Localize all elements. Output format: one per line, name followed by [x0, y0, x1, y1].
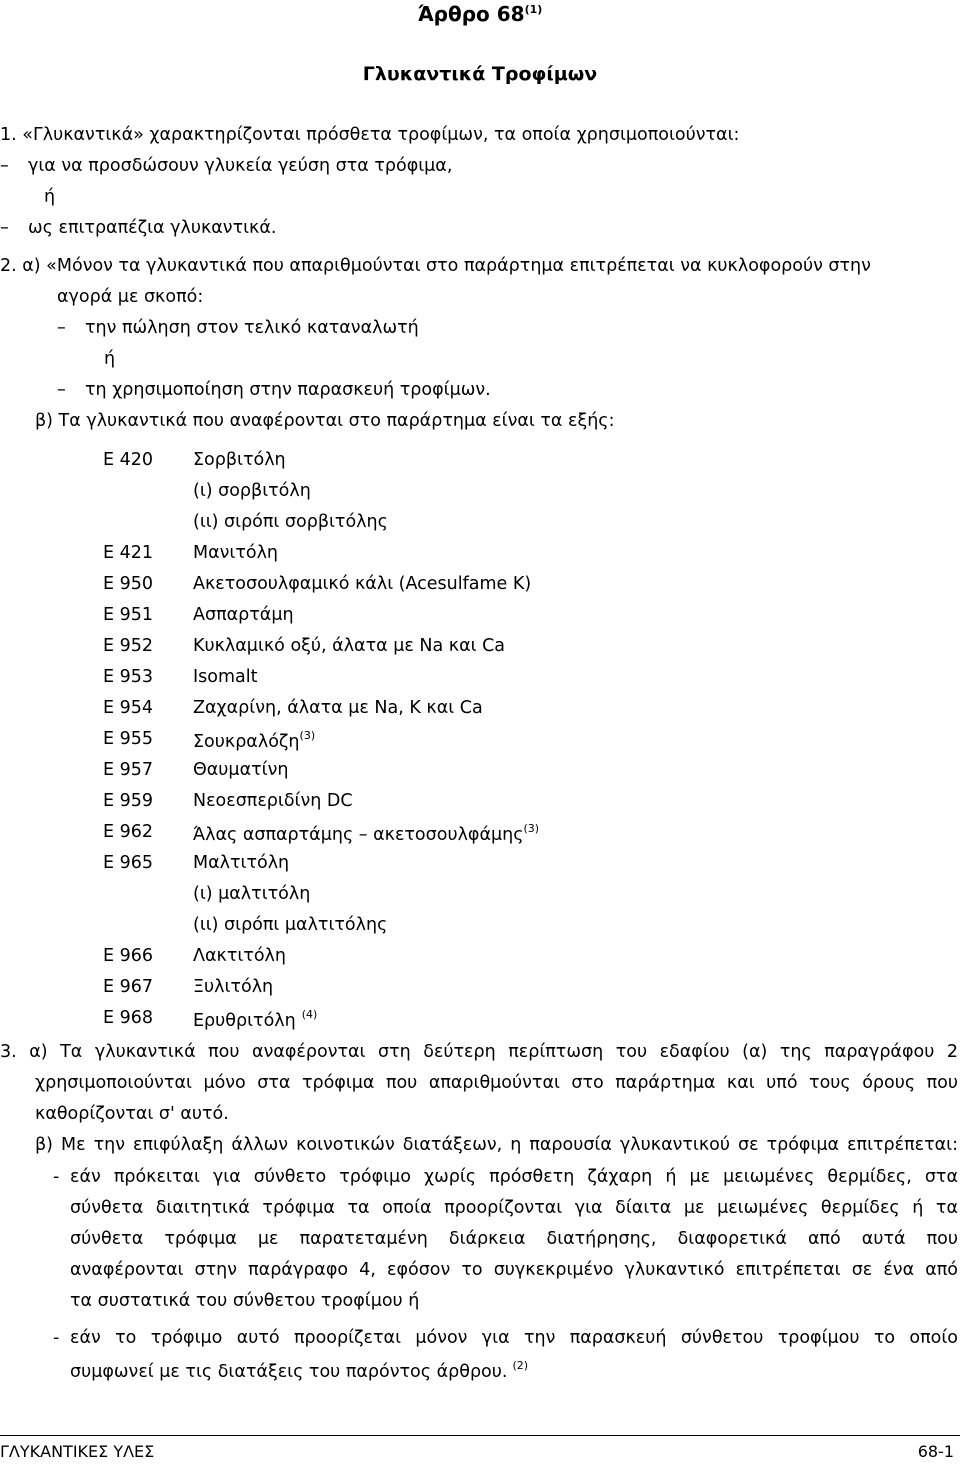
- dash-marker: –: [0, 156, 9, 176]
- sweetener-code: Ε 965: [103, 853, 154, 873]
- sweetener-name: Σορβιτόλη: [193, 450, 286, 470]
- sweetener-row-e951: [0, 605, 960, 631]
- sweetener-name: Ξυλιτόλη: [193, 977, 274, 997]
- sweetener-name: [193, 729, 315, 752]
- para3-b1-line-3: σύνθετα τρόφιμα με παρατεταμένη διάρκεια διατήρησης, διαφορετικά από αυτά που: [70, 1229, 958, 1249]
- sweetener-name: Ζαχαρίνη, άλατα με Na, K και Ca: [193, 698, 483, 718]
- para1-bullet-2-text: ως επιτραπέζια γλυκαντικά.: [28, 218, 277, 238]
- sweetener-row-e954: [0, 698, 960, 724]
- sweetener-name: Νεοεσπεριδίνη DC: [193, 791, 353, 811]
- sweetener-code: Ε 952: [103, 636, 154, 656]
- article-title-footnote: (1): [524, 3, 543, 16]
- footnote-ref: (3): [523, 822, 540, 835]
- sweetener-row-e968: [0, 1008, 960, 1034]
- footer-left: ΓΛΥΚΑΝΤΙΚΕΣ ΥΛΕΣ: [0, 1442, 155, 1461]
- sweetener-code: Ε 951: [103, 605, 154, 625]
- dash-marker: –: [57, 318, 66, 338]
- para2-a-line-1: 2. α) «Μόνον τα γλυκαντικά που απαριθμούνται στο παράρτημα επιτρέπεται να κυκλοφορούν στην: [0, 256, 871, 276]
- sweetener-row-e421: [0, 543, 960, 569]
- para1-or: ή: [44, 187, 56, 207]
- sweetener-name: Μανιτόλη: [193, 543, 279, 563]
- sweetener-row-e952: [0, 636, 960, 662]
- para1-bullet-1-text: για να προσδώσουν γλυκεία γεύση στα τρόφιμα,: [28, 156, 453, 176]
- sweetener-code: Ε 968: [103, 1008, 154, 1028]
- para3-b1-line-5: τα συστατικά του σύνθετου τροφίμου ή: [70, 1291, 420, 1311]
- para3-b2-line-1: εάν το τρόφιμο αυτό προορίζεται μόνον για την παρασκευή σύνθετου τροφίμου το οποίο: [70, 1328, 958, 1348]
- sweetener-row-e962: [0, 822, 960, 848]
- para3-a-line-1: 3. α) Τα γλυκαντικά που αναφέρονται στη δεύτερη περίπτωση του εδαφίου (α) της παραγράφου 2: [0, 1042, 958, 1062]
- sweetener-row-e967: [0, 977, 960, 1003]
- para3-a-line-2: χρησιμοποιούνται μόνο στα τρόφιμα που απαριθμούνται στο παράρτημα και υπό τους όρους που: [35, 1073, 958, 1093]
- para1-bullet-2: [0, 218, 276, 238]
- para3-b2-line-2-text: συμφωνεί με τις διατάξεις του παρόντος άρθρου.: [70, 1362, 508, 1382]
- para2-bullet-2: [57, 380, 491, 400]
- para2-b-intro: β) Τα γλυκαντικά που αναφέρονται στο παράρτημα είναι τα εξής:: [35, 411, 615, 431]
- dash-marker: –: [57, 380, 66, 400]
- footnote-ref: (4): [301, 1008, 318, 1021]
- footnote-ref: (3): [299, 729, 316, 742]
- sweetener-code: Ε 420: [103, 450, 154, 470]
- article-subtitle: Γλυκαντικά Τροφίμων: [362, 63, 598, 85]
- sweetener-name: Ασπαρτάμη: [193, 605, 294, 625]
- sweetener-row-e420: [0, 450, 960, 476]
- footer-page-number: 68-1: [917, 1442, 954, 1461]
- para2-bullet-1: [57, 318, 419, 338]
- sweetener-name-text: Άλας ασπαρτάμης – ακετοσουλφάμης: [193, 825, 524, 845]
- sweetener-name: Λακτιτόλη: [193, 946, 286, 966]
- footnote-ref: (2): [512, 1359, 529, 1372]
- sweetener-subitem: (ι) σορβιτόλη: [193, 481, 311, 501]
- para3-b2-line-2: [70, 1359, 528, 1382]
- para2-bullet-1-text: την πώληση στον τελικό καταναλωτή: [85, 318, 419, 338]
- sweetener-code: Ε 954: [103, 698, 154, 718]
- para2-a-line-2: αγορά με σκοπό:: [57, 287, 204, 307]
- sweetener-name: Θαυματίνη: [193, 760, 289, 780]
- sweetener-code: Ε 967: [103, 977, 154, 997]
- para3-b1-line-2: σύνθετα διαιτητικά τρόφιμα τα οποία προορίζονται για δίαιτα με μειωμένες θερμίδες ή τα: [70, 1198, 958, 1218]
- para3-b2-dash: -: [53, 1328, 60, 1348]
- sweetener-name: Isomalt: [193, 667, 258, 687]
- para3-b-intro: β) Με την επιφύλαξη άλλων κοινοτικών διατάξεων, η παρουσία γλυκαντικού σε τρόφιμα επιτρέπεται:: [35, 1135, 958, 1155]
- sweetener-code: Ε 953: [103, 667, 154, 687]
- para3-a-line-3: καθορίζονται σ' αυτό.: [35, 1104, 229, 1124]
- para2-or: ή: [104, 349, 116, 369]
- para3-b1-line-4: αναφέρονται στην παράγραφο 4, εφόσον το συγκεκριμένο γλυκαντικό επιτρέπεται σε ένα από: [70, 1260, 958, 1280]
- sweetener-row-e957: [0, 760, 960, 786]
- sweetener-row-e950: [0, 574, 960, 600]
- sweetener-row-e953: [0, 667, 960, 693]
- sweetener-subitem: (ιι) σιρόπι μαλτιτόλης: [193, 915, 388, 935]
- sweetener-name-text: Ερυθριτόλη: [193, 1011, 296, 1031]
- sweetener-row-e966: [0, 946, 960, 972]
- sweetener-code: Ε 962: [103, 822, 154, 842]
- sweetener-code: Ε 950: [103, 574, 154, 594]
- footer-rule: [0, 1435, 960, 1436]
- sweetener-name: [193, 1008, 317, 1031]
- sweetener-row-e959: [0, 791, 960, 817]
- sweetener-code: Ε 959: [103, 791, 154, 811]
- para2-bullet-2-text: τη χρησιμοποίηση στην παρασκευή τροφίμων.: [85, 380, 491, 400]
- para3-b1-line-1: εάν πρόκειται για σύνθετο τρόφιμο χωρίς πρόσθετη ζάχαρη ή με μειωμένες θερμίδες, στα: [70, 1167, 958, 1187]
- sweetener-subitem: (ι) μαλτιτόλη: [193, 884, 311, 904]
- para3-b1-dash: -: [53, 1167, 60, 1187]
- sweetener-subitem: (ιι) σιρόπι σορβιτόλης: [193, 512, 388, 532]
- para1-bullet-1: [0, 156, 452, 176]
- article-title: [0, 2, 960, 26]
- sweetener-code: Ε 421: [103, 543, 154, 563]
- sweetener-code: Ε 966: [103, 946, 154, 966]
- article-title-text: Άρθρο 68: [417, 2, 525, 26]
- sweetener-name: Ακετοσουλφαμικό κάλι (Acesulfame K): [193, 574, 532, 594]
- sweetener-name: Κυκλαμικό οξύ, άλατα με Na και Ca: [193, 636, 506, 656]
- sweetener-row-e965: [0, 853, 960, 879]
- sweetener-name: [193, 822, 539, 845]
- sweetener-code: Ε 957: [103, 760, 154, 780]
- dash-marker: –: [0, 218, 9, 238]
- sweetener-name: Μαλτιτόλη: [193, 853, 290, 873]
- sweetener-row-e955: [0, 729, 960, 755]
- sweetener-code: Ε 955: [103, 729, 154, 749]
- para1-intro: 1. «Γλυκαντικά» χαρακτηρίζονται πρόσθετα τροφίμων, τα οποία χρησιμοποιούνται:: [0, 125, 740, 145]
- sweetener-name-text: Σουκραλόζη: [193, 732, 300, 752]
